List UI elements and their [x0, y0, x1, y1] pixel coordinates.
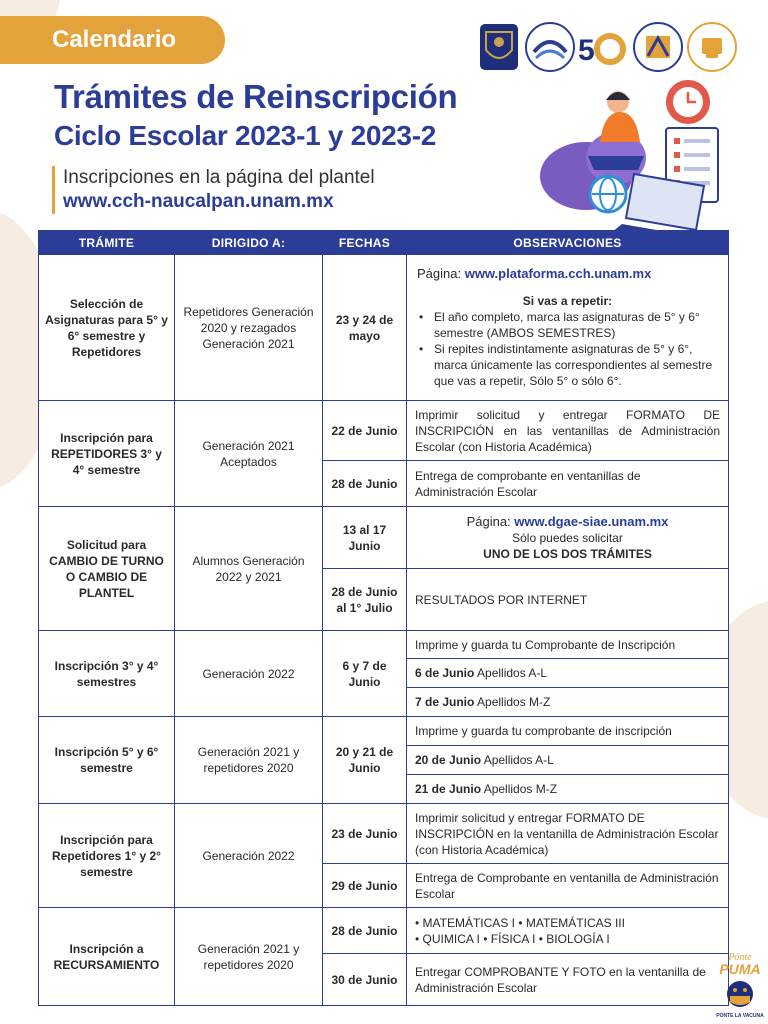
student-laptop-illustration	[538, 78, 744, 246]
date-label: 7 de Junio	[415, 695, 475, 709]
observaciones-cell: Imprime y guarda tu comprobante de inscripción	[407, 717, 729, 746]
surname-range: Apellidos M-Z	[474, 695, 551, 709]
page-title: Trámites de Reinscripción	[54, 78, 458, 115]
observaciones-cell: Imprimir solicitud y entregar FORMATO DE INSCRIPCIÓN en las ventanillas de Administración Escolar (con Historia Académica)	[407, 401, 729, 461]
page-label: Página:	[466, 513, 515, 529]
calendar-table	[38, 230, 729, 1006]
fecha-cell: 28 de Junio	[323, 908, 407, 954]
column-header-tramite: TRÁMITE	[39, 231, 175, 255]
date-label: 20 de Junio	[415, 753, 482, 767]
dirigido-cell: Generación 2022	[175, 804, 323, 908]
tramite-cell: Inscripción para REPETIDORES 3° y 4° semestre	[39, 401, 175, 507]
table-header-row	[39, 231, 729, 255]
dirigido-cell: Generación 2021 y repetidores 2020	[175, 908, 323, 1006]
dirigido-cell: Generación 2021 y repetidores 2020	[175, 717, 323, 804]
observaciones-cell: RESULTADOS POR INTERNET	[407, 569, 729, 631]
admin-escolar-logo-icon	[688, 23, 736, 71]
table-row	[39, 631, 729, 659]
vacuna-line1: Pónte	[728, 952, 752, 963]
clock-icon	[666, 80, 710, 124]
observaciones-cell: Imprimir solicitud y entregar FORMATO DE INSCRIPCIÓN en la ventanilla de Administración Escolar (con Historia Académica)	[407, 804, 729, 864]
dirigido-cell: Generación 2021 Aceptados	[175, 401, 323, 507]
student-figure-icon	[588, 91, 644, 170]
page-line	[415, 514, 720, 530]
fecha-cell: 20 y 21 de Junio	[323, 717, 407, 804]
fecha-cell: 23 de Junio	[323, 804, 407, 864]
globe-icon	[590, 176, 626, 212]
dirigido-cell: Repetidores Generación 2020 y rezagados Generación 2021	[175, 255, 323, 401]
observaciones-cell: Entrega de Comprobante en ventanilla de Administración Escolar	[407, 864, 729, 908]
observaciones-cell	[407, 507, 729, 569]
tramite-cell: Solicitud para CAMBIO DE TURNO O CAMBIO DE PLANTEL	[39, 507, 175, 631]
observaciones-cell	[407, 659, 729, 688]
observaciones-cell	[407, 908, 729, 954]
observaciones-cell	[407, 688, 729, 717]
fecha-cell: 23 y 24 de mayo	[323, 255, 407, 401]
institution-logos	[478, 18, 740, 76]
fecha-cell: 28 de Junio	[323, 461, 407, 507]
observaciones-cell: Entrega de comprobante en ventanillas de Administración Escolar	[407, 461, 729, 507]
repeat-heading: Si vas a repetir:	[522, 294, 613, 308]
platform-link[interactable]: www.plataforma.cch.unam.mx	[464, 266, 652, 281]
subject-line: • QUIMICA I • FÍSICA I • BIOLOGÍA I	[415, 931, 610, 946]
fecha-cell: 29 de Junio	[323, 864, 407, 908]
tramite-cell: Selección de Asignaturas para 5° y 6° semestre y Repetidores	[39, 255, 175, 401]
table-row	[39, 717, 729, 746]
vacuna-line3: PONTE LA VACUNA	[716, 1013, 764, 1019]
tramite-cell: Inscripción para Repetidores 1° y 2° semestre	[39, 804, 175, 908]
column-header-dirigido: DIRIGIDO A:	[175, 231, 323, 255]
surname-range: Apellidos A-L	[474, 666, 548, 680]
fecha-cell: 6 y 7 de Junio	[323, 631, 407, 717]
unam-shield-icon	[480, 24, 518, 70]
list-item: • El año completo, marca las asignaturas de 5° y 6° semestre (AMBOS SEMESTRES)	[417, 309, 718, 341]
date-label: 21 de Junio	[415, 782, 482, 796]
surname-range: Apellidos M-Z	[481, 782, 558, 796]
observaciones-cell: Imprime y guarda tu Comprobante de Inscripción	[407, 631, 729, 659]
puma-mask-icon	[727, 981, 753, 1007]
surname-range: Apellidos A-L	[481, 753, 554, 767]
naucalpan-logo-icon	[634, 23, 682, 71]
svg-text:5: 5	[578, 34, 595, 67]
page-line	[417, 266, 718, 282]
calendar-badge: Calendario	[0, 16, 225, 64]
fifty-years-logo-icon	[578, 34, 623, 67]
tramite-cell: Inscripción a RECURSAMIENTO	[39, 908, 175, 1006]
column-header-fechas: FECHAS	[323, 231, 407, 255]
note-bold-text: UNO DE LOS DOS TRÁMITES	[483, 546, 652, 561]
ponte-puma-vacuna-badge	[716, 950, 764, 1020]
table-row	[39, 255, 729, 401]
website-link[interactable]: www.cch-naucalpan.unam.mx	[63, 191, 334, 212]
dgae-link[interactable]: www.dgae-siae.unam.mx	[514, 513, 669, 529]
table-row	[39, 804, 729, 864]
observaciones-cell	[407, 255, 729, 401]
table-row	[39, 401, 729, 461]
column-header-observaciones: OBSERVACIONES	[407, 231, 729, 255]
enrollment-note	[52, 166, 375, 214]
dirigido-cell: Alumnos Generación 2022 y 2021	[175, 507, 323, 631]
enrollment-note-text: Inscripciones en la página del plantel	[63, 167, 375, 188]
fecha-cell: 28 de Junio al 1° Julio	[323, 569, 407, 631]
table-row	[39, 908, 729, 954]
table-row	[39, 507, 729, 569]
observaciones-cell: Entregar COMPROBANTE Y FOTO en la ventanilla de Administración Escolar	[407, 954, 729, 1006]
dirigido-cell: Generación 2022	[175, 631, 323, 717]
tramite-cell: Inscripción 5° y 6° semestre	[39, 717, 175, 804]
vacuna-line2: PUMA	[719, 961, 761, 977]
cch-logo-icon	[526, 23, 574, 71]
note-text: Sólo puedes solicitar	[512, 530, 623, 545]
fecha-cell: 13 al 17 Junio	[323, 507, 407, 569]
date-label: 6 de Junio	[415, 666, 475, 680]
page-label: Página:	[417, 266, 465, 281]
list-item: • Si repites indistintamente asignaturas de 5° y 6°, marca únicamente las correspondientes al semestre que vas a repetir, Sólo 5° o sólo 6°.	[417, 341, 718, 389]
observaciones-cell	[407, 746, 729, 775]
page-subtitle: Ciclo Escolar 2023-1 y 2023-2	[54, 120, 436, 151]
tramite-cell: Inscripción 3° y 4° semestres	[39, 631, 175, 717]
fecha-cell: 30 de Junio	[323, 954, 407, 1006]
subject-line: • MATEMÁTICAS I • MATEMÁTICAS III	[415, 915, 625, 930]
fecha-cell: 22 de Junio	[323, 401, 407, 461]
observaciones-cell	[407, 775, 729, 804]
repeat-list	[417, 309, 718, 389]
